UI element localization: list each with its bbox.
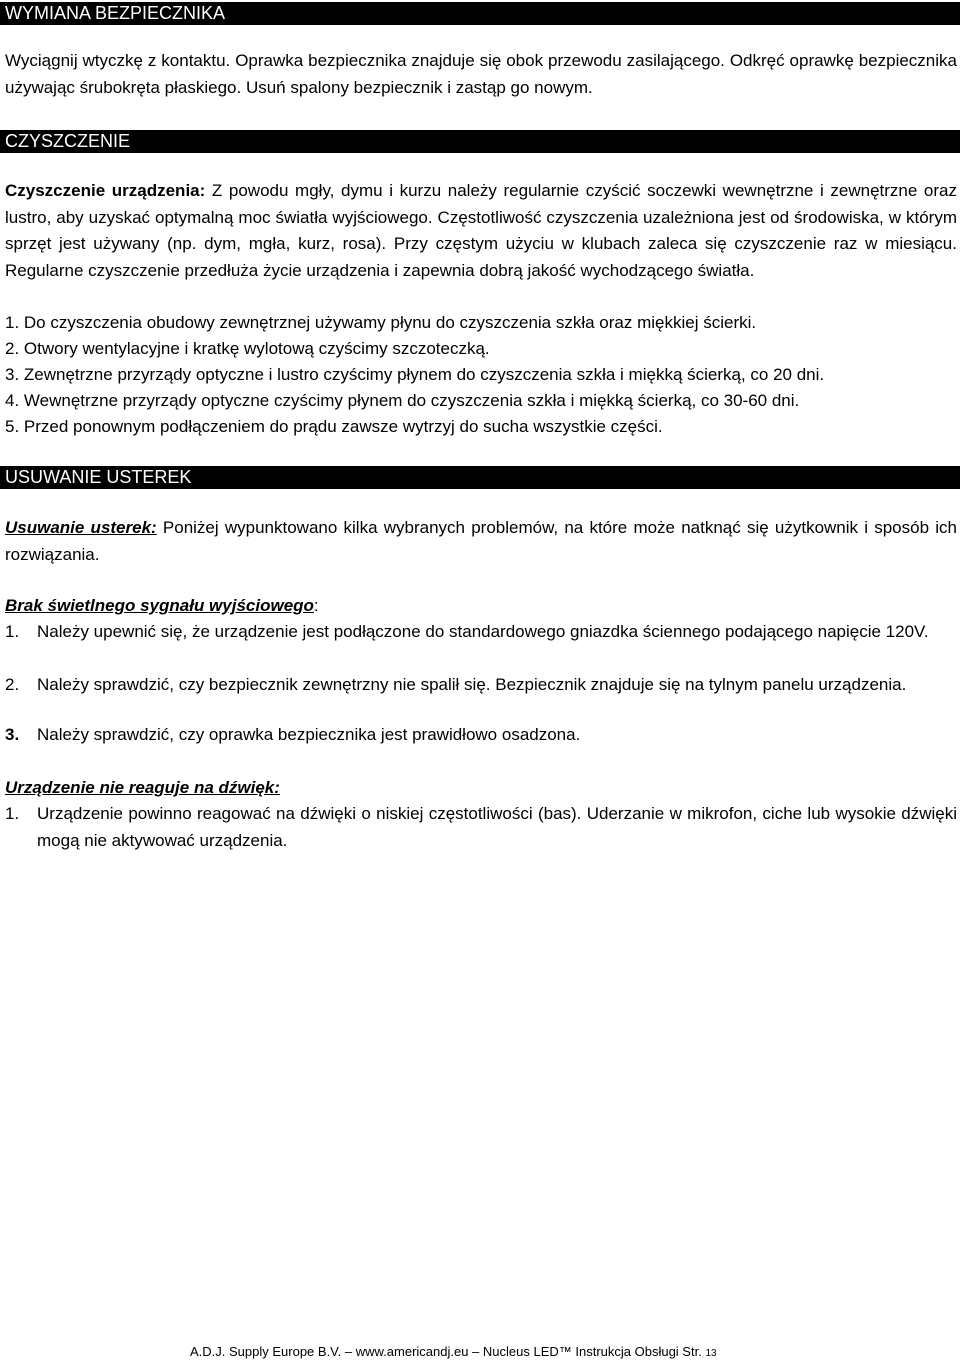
cleaning-lead-text: Z powodu mgły, dymu i kurzu należy regularnie czyścić soczewki wewnętrzne i zewnętrzne oraz lustro, aby uzyskać optymalną moc światła wyjściowego. Częstotliwość czyszczenia uzależniona jest od środowiska, w którym sprzęt jest używany (np. dym, mgła, kurz, rosa). Przy częstym użyciu w klubach zaleca się czyszczenie raz w miesiącu. Regularne czyszczenie przedłuża życie urządzenia i zapewnia dobrą jakość wychodzącego światła. <box>5 181 957 280</box>
problem-item <box>5 801 957 854</box>
fuse-paragraph: Wyciągnij wtyczkę z kontaktu. Oprawka bezpiecznika znajduje się obok przewodu zasilającego. Odkręć oprawkę bezpiecznika używając śrubokręta płaskiego. Usuń spalony bezpiecznik i zastąp go nowym. <box>5 51 957 97</box>
page-number: 13 <box>705 1348 717 1359</box>
problem-title <box>5 593 957 620</box>
problem-item <box>5 722 957 749</box>
troubleshooting-lead-text: Poniżej wypunktowano kilka wybranych problemów, na które może natknąć się użytkownik i sposób ich rozwiązania. <box>5 518 957 564</box>
item-number: 3. <box>5 725 20 744</box>
cleaning-lead-label: Czyszczenie urządzenia: <box>5 181 206 200</box>
section-heading-fuse: WYMIANA BEZPIECZNIKA <box>0 2 960 25</box>
item-number: 1. <box>5 622 20 641</box>
problem-title-suffix: : <box>313 596 319 615</box>
problem-title <box>5 775 957 802</box>
cleaning-step: 2. Otwory wentylacyjne i kratkę wylotową czyścimy szczoteczką. <box>5 339 490 358</box>
problem-item <box>5 672 957 699</box>
cleaning-step: 4. Wewnętrzne przyrządy optyczne czyścimy płynem do czyszczenia szkła i miękką ścierką, co 30-60 dni. <box>5 391 800 410</box>
problem-title-text: Brak świetlnego sygnału wyjściowego <box>5 596 314 615</box>
item-text: Należy upewnić się, że urządzenie jest podłączone do standardowego gniazdka ściennego podającego napięcie 120V. <box>37 622 929 641</box>
cleaning-step: 1. Do czyszczenia obudowy zewnętrznej używamy płynu do czyszczenia szkła oraz miękkiej ścierki. <box>5 313 757 332</box>
cleaning-paragraph <box>5 178 957 284</box>
section-heading-cleaning: CZYSZCZENIE <box>0 130 960 153</box>
item-number: 1. <box>5 804 20 823</box>
troubleshooting-lead-label: Usuwanie usterek: <box>5 518 157 537</box>
problem-item <box>5 619 957 646</box>
item-text: Należy sprawdzić, czy oprawka bezpiecznika jest prawidłowo osadzona. <box>37 725 581 744</box>
troubleshooting-paragraph <box>5 515 957 568</box>
item-text: Urządzenie powinno reagować na dźwięki o niskiej częstotliwości (bas). Uderzanie w mikrofon, ciche lub wysokie dźwięki mogą nie aktywować urządzenia. <box>37 804 957 850</box>
problem-title-text: Urządzenie nie reaguje na dźwięk: <box>5 778 280 797</box>
section-heading-troubleshooting: USUWANIE USTEREK <box>0 466 960 489</box>
item-number: 2. <box>5 675 20 694</box>
page-footer <box>190 1343 717 1363</box>
footer-text: A.D.J. Supply Europe B.V. – www.americandj.eu – Nucleus LED™ Instrukcja Obsługi Str. <box>190 1344 706 1359</box>
cleaning-step: 5. Przed ponownym podłączeniem do prądu zawsze wytrzyj do sucha wszystkie części. <box>5 417 663 436</box>
item-text: Należy sprawdzić, czy bezpiecznik zewnętrzny nie spalił się. Bezpiecznik znajduje się na tylnym panelu urządzenia. <box>37 675 907 694</box>
cleaning-step: 3. Zewnętrzne przyrządy optyczne i lustro czyścimy płynem do czyszczenia szkła i miękką ścierką, co 20 dni. <box>5 365 825 384</box>
